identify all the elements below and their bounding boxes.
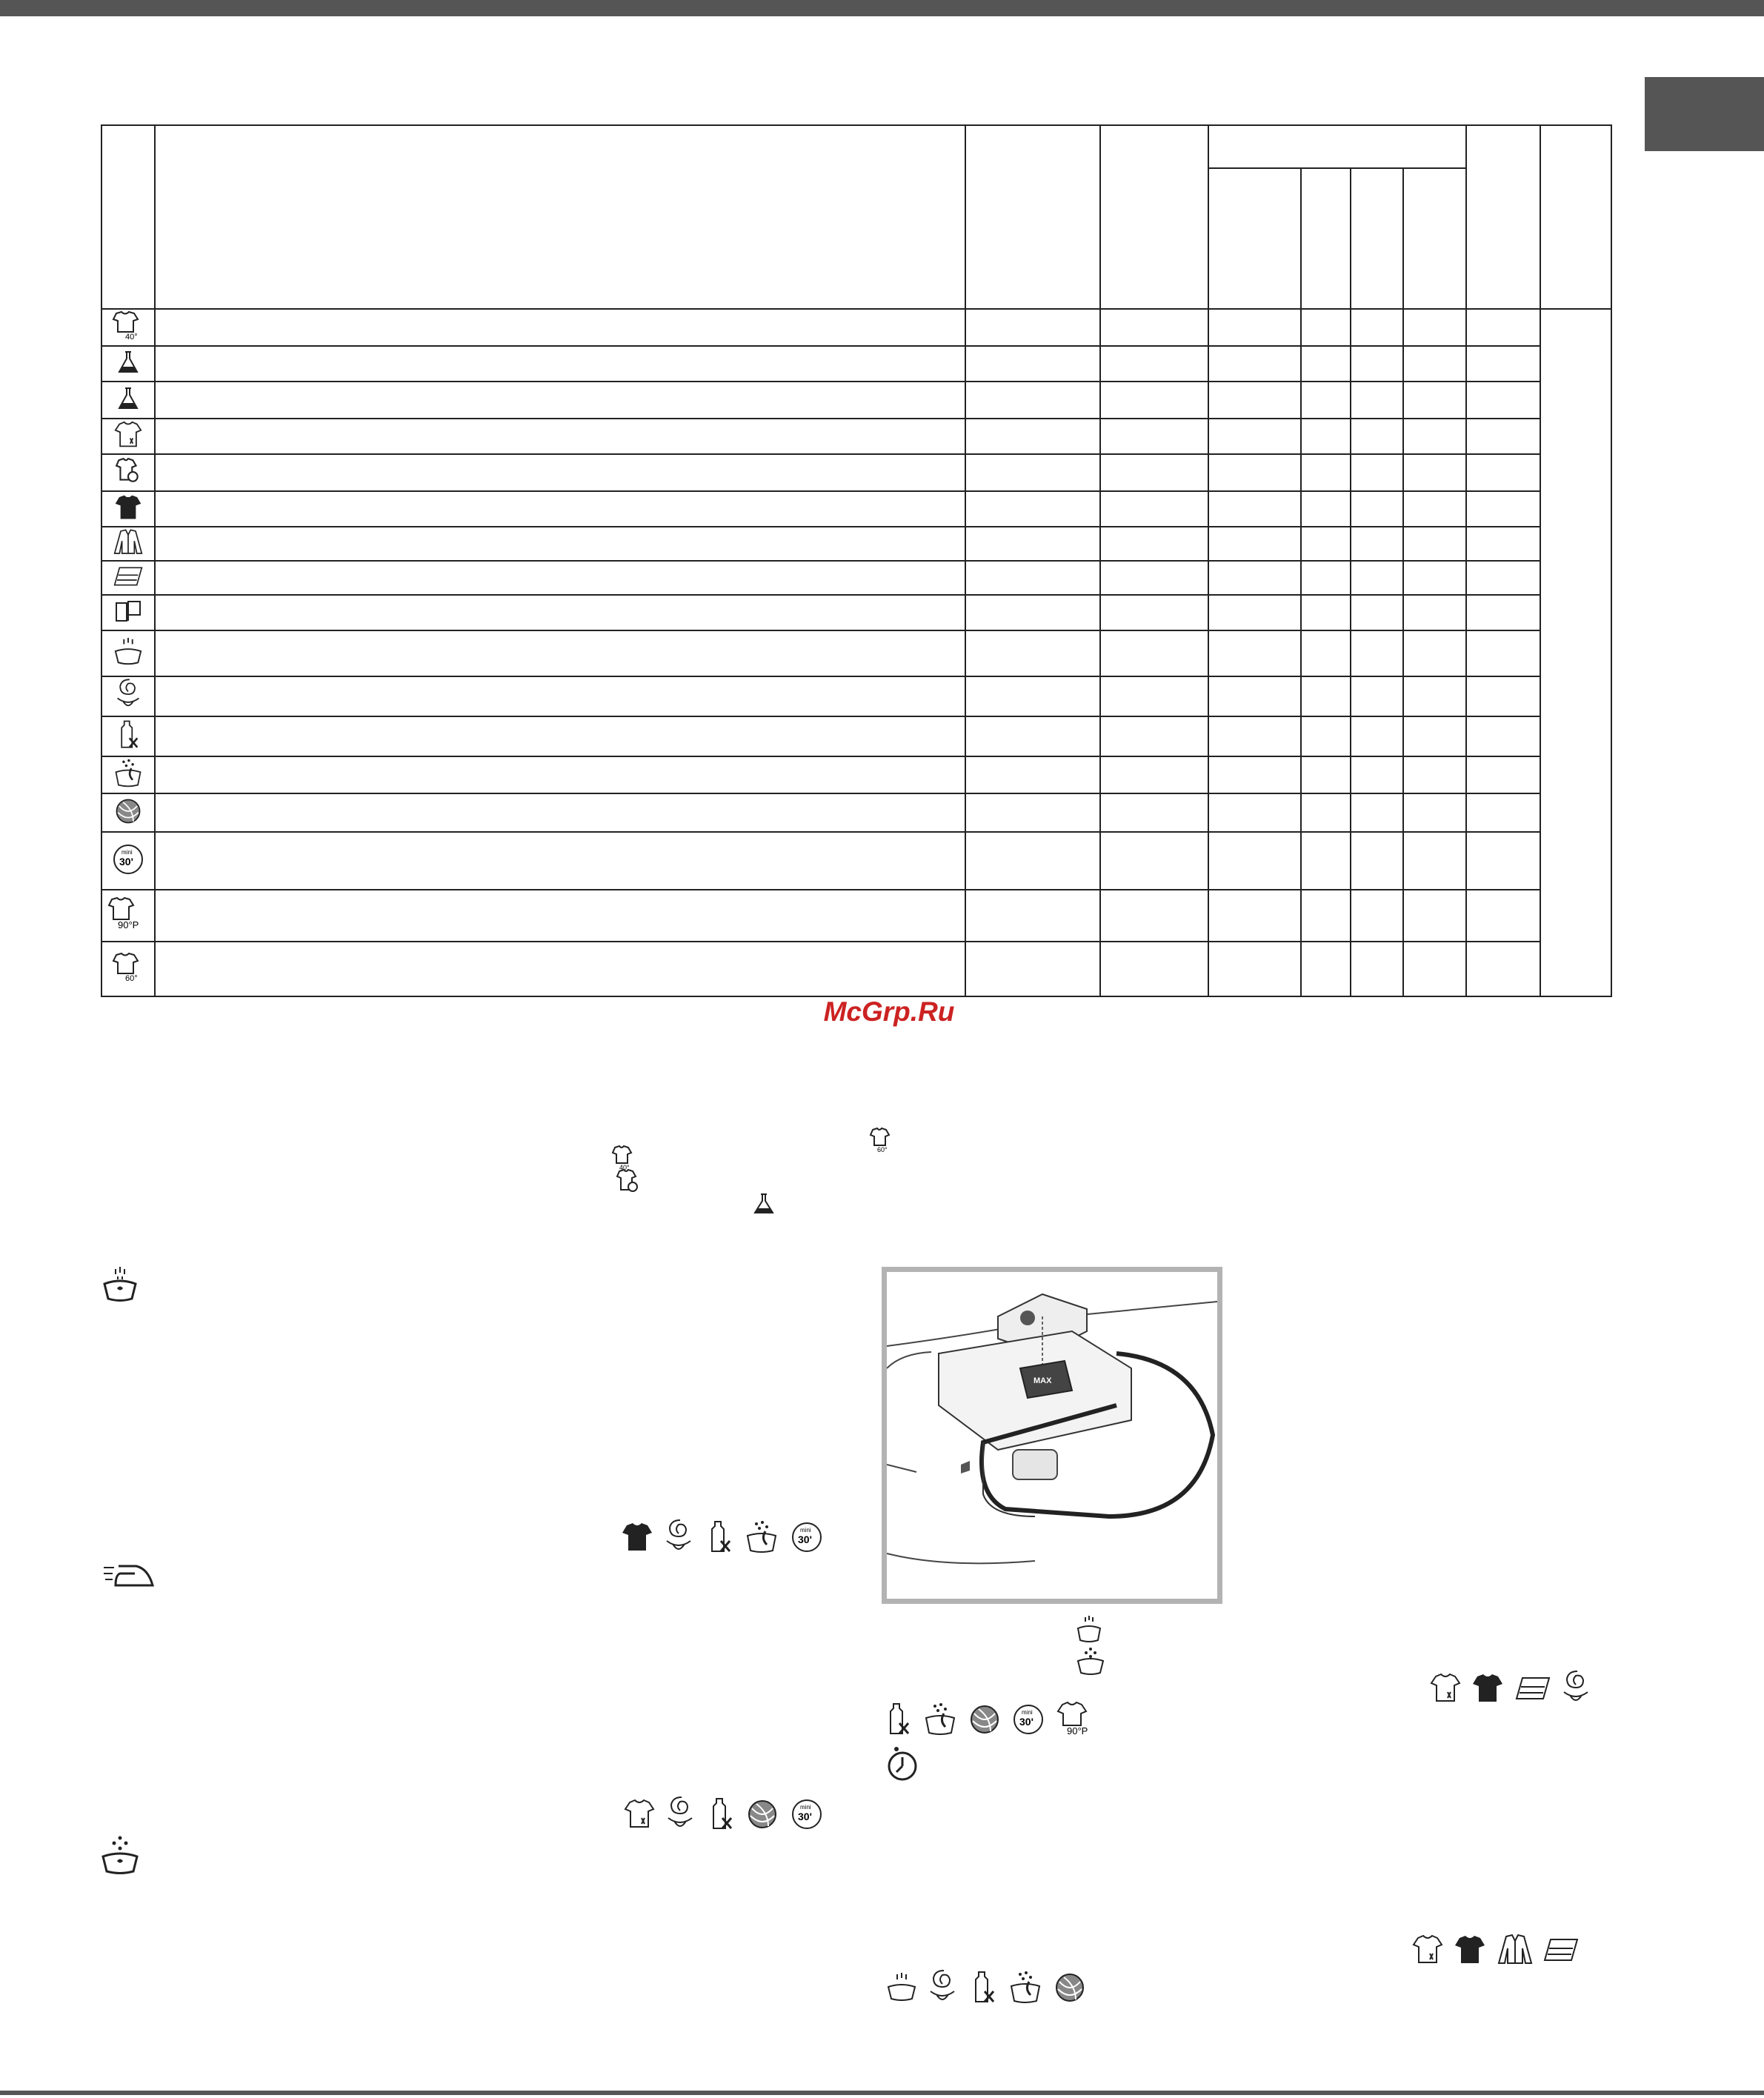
- programme-icon-cell: [101, 890, 155, 942]
- language-tab: [1645, 77, 1764, 151]
- table-cell: [1403, 595, 1466, 630]
- table-cell: [1301, 382, 1351, 419]
- header-cell: [1208, 168, 1301, 309]
- blanket-icon: [1515, 1675, 1551, 1702]
- table-cell: [1301, 942, 1351, 996]
- table-row: [101, 756, 1611, 793]
- shirt-90p-icon: [107, 897, 149, 935]
- header-group-cell: [1208, 125, 1466, 168]
- table-cell: [1100, 793, 1208, 832]
- header-cell: [155, 125, 965, 309]
- table-cell: [1403, 716, 1466, 756]
- table-cell: [1208, 561, 1301, 595]
- dark-shirt-icon: [1454, 1934, 1486, 1966]
- table-cell: [1208, 527, 1301, 561]
- table-row: [101, 527, 1611, 561]
- table-cell: [1301, 676, 1351, 716]
- towels-icon: [113, 599, 143, 627]
- table-cell: [1403, 942, 1466, 996]
- programme-icon-cell: [101, 346, 155, 382]
- table-cell: [965, 630, 1100, 676]
- shirt-60-icon: [112, 953, 144, 986]
- table-cell: [1351, 942, 1403, 996]
- table-cell: [1351, 527, 1403, 561]
- drawer-drawing: [887, 1272, 1217, 1599]
- icon-row-4: [883, 1701, 1111, 1738]
- table-cell: [1208, 756, 1301, 793]
- table-cell: [1100, 832, 1208, 890]
- table-row: [101, 942, 1611, 996]
- wool-ball-icon: [1054, 1971, 1086, 2004]
- table-cell: [1100, 309, 1208, 346]
- table-cell: [1466, 382, 1540, 419]
- table-cell: [1351, 419, 1403, 454]
- jacket-icon: [113, 528, 143, 560]
- table-cell: [1351, 346, 1403, 382]
- hand-wash-icon: [101, 1265, 139, 1304]
- table-cell: [965, 756, 1100, 793]
- table-cell: [155, 676, 965, 716]
- table-cell: [1208, 309, 1301, 346]
- table-cell: [1466, 561, 1540, 595]
- shirt-label: 60°: [877, 1146, 888, 1153]
- table-cell: [1351, 832, 1403, 890]
- icon-sublabel: mini: [122, 848, 133, 856]
- programme-icon-cell: [101, 454, 155, 491]
- table-cell: [1403, 832, 1466, 890]
- header-cell: [1100, 125, 1208, 309]
- dark-shirt-icon: [1471, 1672, 1504, 1705]
- programme-icon-cell: [101, 595, 155, 630]
- table-cell: [1351, 454, 1403, 491]
- table-cell: [1301, 756, 1351, 793]
- hand-wash-icon: [113, 636, 143, 671]
- table-cell: [1301, 561, 1351, 595]
- table-cell: [1403, 756, 1466, 793]
- table-cell: [1208, 716, 1301, 756]
- header-cell: [1540, 125, 1611, 309]
- dark-shirt-icon: [621, 1521, 653, 1553]
- table-cell: [965, 491, 1100, 527]
- blanket-icon: [113, 565, 143, 591]
- table-cell: [155, 630, 965, 676]
- table-cell: [1466, 630, 1540, 676]
- table-row: [101, 595, 1611, 630]
- table-row: [101, 346, 1611, 382]
- spiral-drop-icon: [928, 1969, 957, 2006]
- basin-sparkle-icon: [745, 1519, 779, 1555]
- programme-icon-cell: [101, 419, 155, 454]
- header-cell: [1351, 168, 1403, 309]
- header-cell: [1403, 168, 1466, 309]
- table-cell: [1301, 595, 1351, 630]
- table-cell: [1100, 630, 1208, 676]
- hand-wash-icon: [886, 1972, 917, 2003]
- table-cell: [1466, 491, 1540, 527]
- table-cell: [1100, 561, 1208, 595]
- table-cell: [1100, 346, 1208, 382]
- wool-ball-icon: [746, 1798, 779, 1831]
- table-row: [101, 716, 1611, 756]
- table-cell: [1351, 630, 1403, 676]
- table-cell: [155, 832, 965, 890]
- shirt-sparkle-icon: [1430, 1673, 1461, 1704]
- baby-bottle-icon: [706, 1796, 736, 1833]
- table-cell: [155, 756, 965, 793]
- table-cell: [155, 595, 965, 630]
- table-header-row: [101, 125, 1611, 168]
- table-cell: [155, 890, 965, 942]
- baby-bottle-icon: [115, 719, 142, 755]
- table-cell: [965, 454, 1100, 491]
- table-cell: [1466, 346, 1540, 382]
- table-cell: [1301, 346, 1351, 382]
- max-label: MAX: [1034, 1376, 1052, 1385]
- programme-icon-cell: [101, 630, 155, 676]
- programme-icon-cell: [101, 527, 155, 561]
- basin-sparkle-icon: [1008, 1970, 1042, 2005]
- table-cell: [1208, 676, 1301, 716]
- table-cell: [1466, 309, 1540, 346]
- table-cell: [1100, 942, 1208, 996]
- shirt-40-icon: [609, 1145, 639, 1172]
- shirt-sparkle-icon: [624, 1799, 655, 1830]
- table-cell: [1208, 793, 1301, 832]
- detergent-drawer-illustration: [882, 1267, 1222, 1604]
- shirt-stain-icon: [615, 1169, 642, 1194]
- programme-icon-cell: [101, 942, 155, 996]
- table-cell: [965, 346, 1100, 382]
- table-cell: [1100, 419, 1208, 454]
- basin-sparkle-icon: [923, 1702, 957, 1737]
- table-cell: [1208, 942, 1301, 996]
- spiral-drop-icon: [115, 678, 142, 716]
- table-cell: [965, 419, 1100, 454]
- mini-sublabel: mini: [1022, 1709, 1034, 1716]
- shirt-stain-icon: [114, 457, 142, 489]
- shirt-label: 40°: [619, 1164, 630, 1171]
- table-cell: [1403, 419, 1466, 454]
- table-cell: [965, 309, 1100, 346]
- table-cell: [155, 382, 965, 419]
- table-cell: [965, 561, 1100, 595]
- table-cell: [1466, 716, 1540, 756]
- spiral-drop-icon: [1561, 1670, 1591, 1707]
- table-cell: [1351, 756, 1403, 793]
- table-cell: [965, 793, 1100, 832]
- table-cell: [155, 561, 965, 595]
- programme-icon-cell: [101, 561, 155, 595]
- pre-wash-icon: [99, 1834, 141, 1876]
- baby-bottle-icon: [883, 1701, 913, 1738]
- table-cell: [1208, 491, 1301, 527]
- table-cell: [155, 419, 965, 454]
- table-cell: [155, 491, 965, 527]
- table-cell: [1403, 561, 1466, 595]
- table-cell: [1208, 382, 1301, 419]
- programme-icon-cell: [101, 676, 155, 716]
- table-cell: [1466, 942, 1540, 996]
- icon-label: 90°P: [118, 919, 139, 930]
- table-cell: [1301, 716, 1351, 756]
- table-cell: [155, 309, 965, 346]
- watermark: McGrp.Ru: [823, 996, 955, 1027]
- baby-bottle-icon: [705, 1519, 734, 1556]
- shirt-sparkle-icon: [1412, 1934, 1443, 1965]
- table-cell: [1208, 630, 1301, 676]
- table-cell: [1403, 454, 1466, 491]
- icon-row-3: [1430, 1670, 1598, 1707]
- table-cell: [1208, 419, 1301, 454]
- table-row: [101, 454, 1611, 491]
- table-cell: [1351, 309, 1403, 346]
- table-cell: [1301, 832, 1351, 890]
- programme-icon-cell: [101, 793, 155, 832]
- hand-wash-icon: [1076, 1615, 1102, 1645]
- table-cell: [965, 527, 1100, 561]
- table-cell: [1351, 561, 1403, 595]
- table-row: [101, 561, 1611, 595]
- mini-label: 30': [797, 1533, 812, 1545]
- table-cell: [1403, 382, 1466, 419]
- table-cell: [1466, 793, 1540, 832]
- blanket-icon: [1543, 1937, 1579, 1963]
- table-cell: [1403, 793, 1466, 832]
- table-cell: [1301, 793, 1351, 832]
- bottom-bar: [0, 2091, 1764, 2095]
- table-cell: [1208, 454, 1301, 491]
- table-row: [101, 382, 1611, 419]
- table-cell: [1466, 832, 1540, 890]
- table-cell: [1100, 454, 1208, 491]
- table-cell: [1100, 527, 1208, 561]
- table-row: [101, 793, 1611, 832]
- icon-row-1: [621, 1519, 831, 1556]
- wool-ball-icon: [968, 1703, 1001, 1736]
- table-cell: [155, 454, 965, 491]
- table-cell: [1540, 309, 1611, 996]
- table-cell: [1100, 676, 1208, 716]
- mini-sublabel: mini: [799, 1804, 811, 1811]
- table-cell: [155, 793, 965, 832]
- table-cell: [1351, 491, 1403, 527]
- table-row: [101, 309, 1611, 346]
- table-cell: [1466, 527, 1540, 561]
- header-cell: [101, 125, 155, 309]
- programme-icon-cell: [101, 832, 155, 890]
- table-cell: [1301, 309, 1351, 346]
- dark-shirt-icon: [114, 493, 142, 525]
- programme-icon-cell: [101, 491, 155, 527]
- table-cell: [1301, 527, 1351, 561]
- mini-sublabel: mini: [799, 1527, 811, 1533]
- table-cell: [1100, 491, 1208, 527]
- table-cell: [1466, 890, 1540, 942]
- table-cell: [1403, 491, 1466, 527]
- table-cell: [1466, 595, 1540, 630]
- icon-label: 30': [119, 855, 133, 867]
- table-cell: [1100, 716, 1208, 756]
- table-cell: [1100, 595, 1208, 630]
- programme-icon-cell: [101, 309, 155, 346]
- programme-icon-cell: [101, 716, 155, 756]
- table-cell: [965, 595, 1100, 630]
- wool-ball-icon: [114, 797, 142, 829]
- programme-icon-cell: [101, 756, 155, 793]
- icon-row-2: [624, 1796, 831, 1833]
- mini-30-icon: [790, 1520, 824, 1554]
- table-cell: [1208, 832, 1301, 890]
- icon-row-5: [1412, 1934, 1586, 1966]
- table-cell: [155, 346, 965, 382]
- pre-wash-icon: [1076, 1646, 1105, 1677]
- table-cell: [1351, 793, 1403, 832]
- table-cell: [1100, 890, 1208, 942]
- table-cell: [965, 942, 1100, 996]
- shirt-40-icon: [112, 311, 144, 344]
- table-cell: [1208, 890, 1301, 942]
- flask-icon: [116, 385, 141, 416]
- flask-icon: [751, 1191, 776, 1216]
- header-cell: [1466, 125, 1540, 309]
- table-cell: [1466, 419, 1540, 454]
- table-cell: [1403, 309, 1466, 346]
- table-cell: [1351, 716, 1403, 756]
- jacket-icon: [1497, 1934, 1533, 1966]
- table-row: [101, 491, 1611, 527]
- shirt-sparkle-icon: [114, 421, 142, 453]
- table-cell: [1208, 595, 1301, 630]
- table-cell: [1403, 676, 1466, 716]
- table-cell: [1351, 382, 1403, 419]
- mini-30-icon: [790, 1797, 824, 1831]
- shirt-label: 90°P: [1066, 1725, 1088, 1736]
- table-cell: [965, 832, 1100, 890]
- iron-icon: [102, 1563, 156, 1590]
- table-cell: [1100, 756, 1208, 793]
- table-cell: [1301, 454, 1351, 491]
- table-cell: [1351, 595, 1403, 630]
- table-cell: [155, 527, 965, 561]
- table-cell: [1301, 890, 1351, 942]
- table-cell: [1466, 454, 1540, 491]
- icon-row-6: [886, 1969, 1094, 2006]
- spiral-drop-icon: [665, 1796, 695, 1833]
- table-cell: [1208, 346, 1301, 382]
- flask-icon: [116, 349, 141, 379]
- table-cell: [1403, 630, 1466, 676]
- table-cell: [965, 382, 1100, 419]
- table-row: [101, 419, 1611, 454]
- table-row: [101, 832, 1611, 890]
- shirt-90p-icon: [1056, 1702, 1104, 1737]
- table-cell: [1100, 382, 1208, 419]
- header-cell: [965, 125, 1100, 309]
- mini-label: 30': [797, 1811, 812, 1822]
- programme-table: [101, 124, 1612, 997]
- table-row: [101, 676, 1611, 716]
- table-row: [101, 890, 1611, 942]
- icon-label: 60°: [125, 973, 138, 982]
- table-cell: [1301, 419, 1351, 454]
- spiral-drop-icon: [664, 1519, 693, 1556]
- top-bar: [0, 0, 1764, 16]
- table-cell: [155, 942, 965, 996]
- table-cell: [1301, 491, 1351, 527]
- mini-30-icon: [111, 842, 145, 880]
- timer-icon: [886, 1745, 919, 1782]
- icon-label: 40°: [125, 332, 138, 341]
- table-cell: [155, 716, 965, 756]
- programme-icon-cell: [101, 382, 155, 419]
- table-row: [101, 630, 1611, 676]
- header-cell: [1301, 168, 1351, 309]
- table-cell: [1351, 890, 1403, 942]
- basin-sparkle-icon: [113, 758, 143, 793]
- table-cell: [965, 716, 1100, 756]
- table-cell: [1403, 890, 1466, 942]
- table-cell: [965, 676, 1100, 716]
- table-cell: [1403, 346, 1466, 382]
- table-cell: [965, 890, 1100, 942]
- table-cell: [1466, 676, 1540, 716]
- mini-30-icon: [1011, 1702, 1045, 1736]
- table-cell: [1466, 756, 1540, 793]
- table-cell: [1403, 527, 1466, 561]
- mini-label: 30': [1019, 1716, 1034, 1728]
- baby-bottle-icon: [968, 1969, 998, 2006]
- shirt-60-icon: [867, 1128, 896, 1154]
- table-cell: [1301, 630, 1351, 676]
- table-cell: [1351, 676, 1403, 716]
